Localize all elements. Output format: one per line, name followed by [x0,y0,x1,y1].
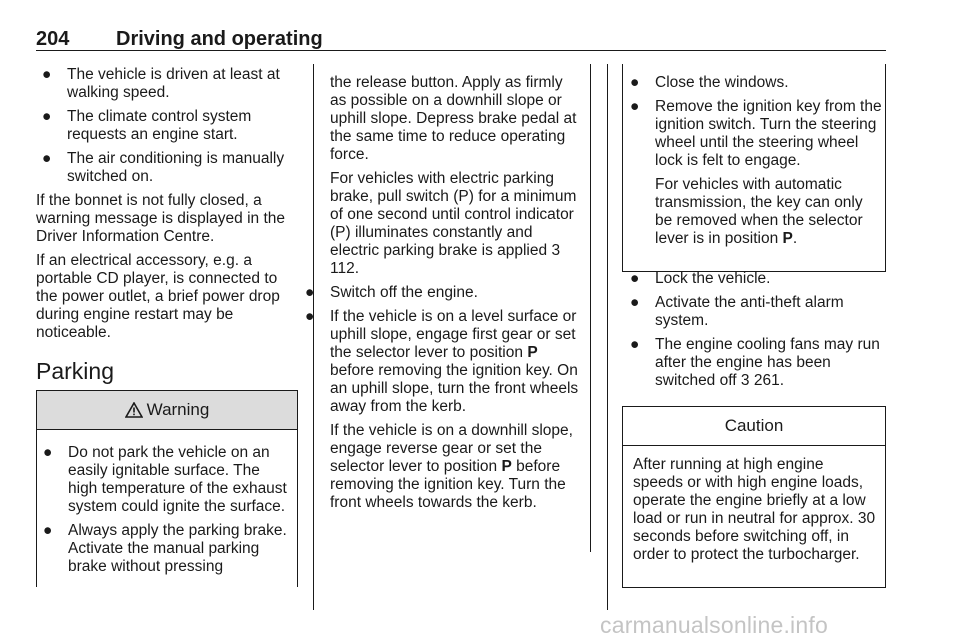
page-reference: 112. [330,260,360,277]
list-item: ● The engine cooling fans may run after the engine has been switched off 3 261. [630,336,880,389]
bullet: ● [630,98,640,115]
paragraph-continued: the release button. Apply as firmly as possible on a downhill slope or uphill slope. Depress brake pedal at the same time to reduce operating force. [330,74,577,163]
list-item: ● The climate control system requests an engine start. [42,108,252,143]
paragraph-downhill: If the vehicle is on a downhill slope, engage reverse gear or set the selector lever to position P before removing the ignition key. Turn the front wheels towards the kerb. [330,422,573,511]
column-divider [313,64,314,610]
list-item: ● Always apply the parking brake. Activate the manual parking brake without pressing [43,522,287,575]
list-item: ● Switch off the engine. [305,284,478,301]
caution-body: After running at high engine speeds or with high engine loads, operate the engine briefly at a low load or run in neutral for approx. 30 seconds before switching off, in order to protect the turbocharger. [633,456,876,563]
list-item: ● Activate the anti-theft alarm system. [630,294,844,329]
bullet: ● [43,444,53,461]
warning-triangle-icon [125,402,143,418]
page-reference-icon: 3 [551,242,561,259]
page-header [36,28,886,50]
paragraph-automatic: For vehicles with automatic transmission, the key can only be removed when the selector lever is in position P. [655,176,863,247]
section-title-parking: Parking [36,358,114,384]
bullet: ● [630,336,640,353]
chapter-title: Driving and operating [116,28,323,50]
warning-header [37,391,297,430]
list-item: ● The air conditioning is manually switched on. [42,150,285,185]
parking-brake-icon: (P) [330,224,351,241]
list-item: ● Lock the vehicle. [630,270,771,287]
bullet: ● [42,108,52,125]
list-item: ● Close the windows. [630,74,789,91]
list-item: ● Remove the ignition key from the ignition switch. Turn the steering wheel until the steering wheel lock is felt to engage. [630,98,882,169]
parking-brake-icon: (P) [453,188,474,205]
header-rule [36,50,886,51]
bullet: ● [42,150,52,167]
bullet: ● [630,74,640,91]
list-item: ● The vehicle is driven at least at walking speed. [42,66,280,101]
watermark: carmanualsonline.info [600,612,828,638]
bullet: ● [43,522,53,539]
paragraph-electric-brake: For vehicles with electric parking brake, pull switch (P) for a minimum of one second until control indicator (P) illuminates constantly and electric parking brake is applied 3 112. [330,170,577,277]
page-number: 204 [36,28,70,50]
caution-box [622,406,886,588]
bullet: ● [630,270,640,287]
column-divider [590,64,591,552]
column-1 [36,66,298,348]
list-item: ● If the vehicle is on a level surface or uphill slope, engage first gear or set the selector lever to position P before removing the ignition key. On an uphill slope, turn the front wheels away from the kerb. [305,308,579,415]
warning-title: Warning [146,400,210,419]
warning-body [37,430,297,576]
column-divider [607,64,608,610]
paragraph-accessory: If an electrical accessory, e.g. a portable CD player, is connected to the power outlet, a brief power drop during engine restart may be noticeable. [36,252,280,341]
paragraph-bonnet: If the bonnet is not fully closed, a warning message is displayed in the Driver Information Centre. [36,192,285,245]
bullet: ● [305,308,315,325]
list-item: ● Do not park the vehicle on an easily ignitable surface. The high temperature of the exhaust system could ignite the surface. [43,444,287,515]
page-reference: 261. [753,372,784,389]
caution-header: Caution [623,407,885,446]
bullet: ● [305,284,315,301]
page-reference-icon: 3 [740,372,750,389]
bullet: ● [630,294,640,311]
warning-box [36,390,298,587]
column-2 [305,74,582,518]
column-3 [624,74,886,396]
bullet: ● [42,66,52,83]
